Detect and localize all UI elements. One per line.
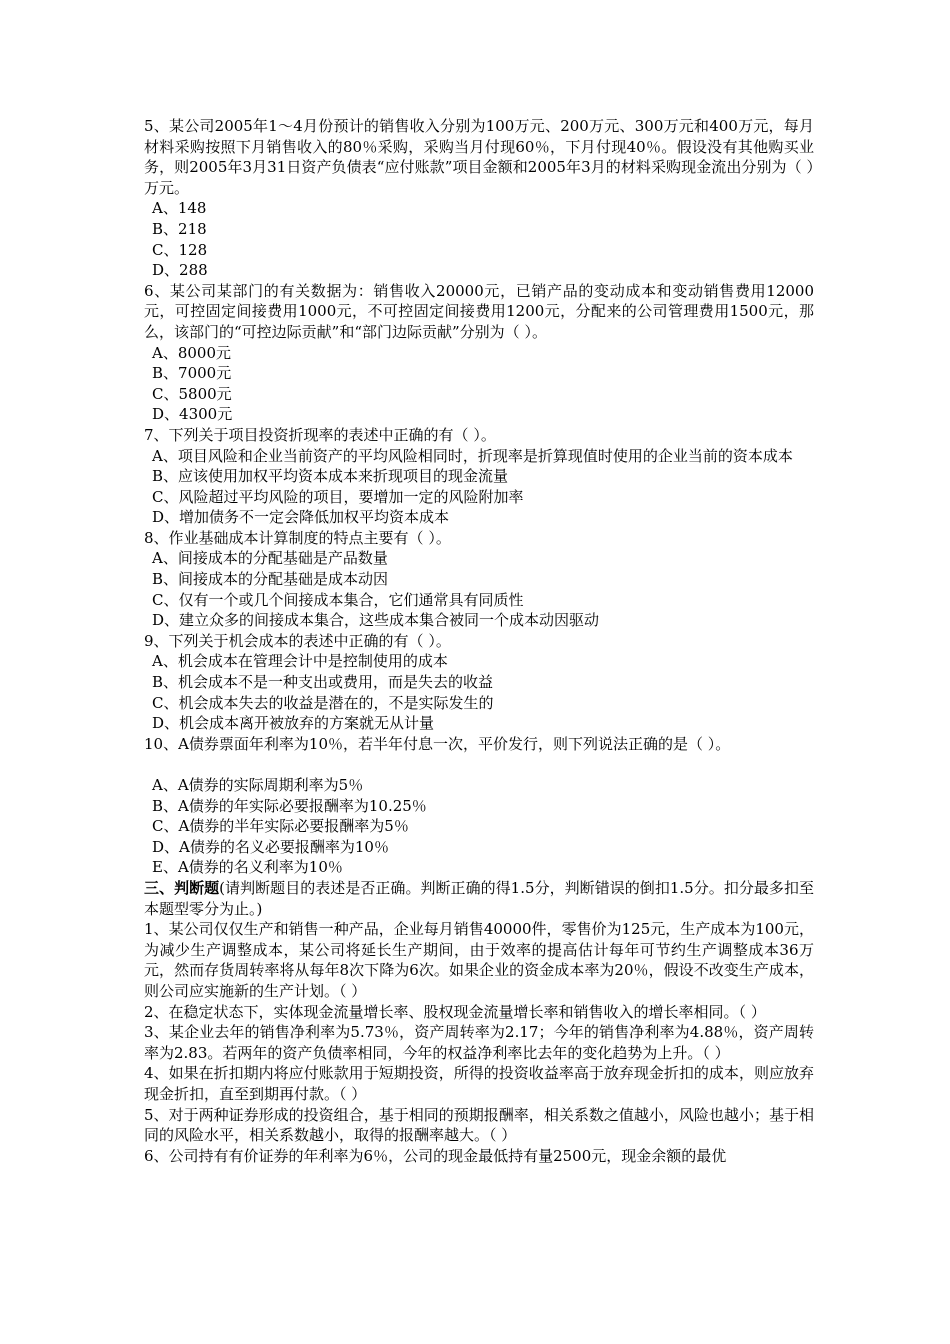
option-c: C、5800元 <box>152 384 232 403</box>
option-a: A、机会成本在管理会计中是控制使用的成本 <box>152 652 448 671</box>
option-d: D、A债券的名义必要报酬率为10％ <box>152 837 389 856</box>
judgment-item: 4、如果在折扣期内将应付账款用于短期投资，所得的投资收益率高于放弃现金折扣的成本，则应放弃现金折扣，直至到期再付款。（ ） <box>144 1064 814 1103</box>
option-d: D、288 <box>152 261 208 280</box>
option-b: B、218 <box>152 219 207 238</box>
question-stem: 5、某公司2005年1～4月份预计的销售收入分别为100万元、200万元、300万元和400万元，每月材料采购按照下月销售收入的80％采购，采购当月付现60％，下月付现40％。假设没有其他购买业务，则2005年3月31日资产负债表“应付账款”项目金额和2005年3月的材料采购现金流出分别为（ ）万元。 <box>144 117 814 197</box>
question-stem: 10、A债券票面年利率为10％，若半年付息一次，平价发行，则下列说法正确的是（ ）。 <box>144 734 731 753</box>
question-stem: 8、作业基础成本计算制度的特点主要有（ ）。 <box>144 528 451 547</box>
option-d: D、增加债务不一定会降低加权平均资本成本 <box>152 508 450 527</box>
option-a: A、A债券的实际周期利率为5％ <box>152 776 364 794</box>
option-a: A、8000元 <box>152 343 232 362</box>
judgment-item: 5、对于两种证券形成的投资组合，基于相同的预期报酬率，相关系数之值越小，风险也越小；基于相同的风险水平，相关系数越小，取得的报酬率越大。（ ） <box>144 1105 814 1145</box>
option-b: B、A债券的年实际必要报酬率为10.25％ <box>152 796 427 815</box>
option-d: D、4300元 <box>152 405 233 424</box>
question-stem: 7、下列关于项目投资折现率的表述中正确的有（ ）。 <box>144 425 496 444</box>
option-a: A、148 <box>152 199 207 218</box>
section-instruction: (请判断题目的表述是否正确。判断正确的得1.5分，判断错误的倒扣1.5分。扣分最多扣至本题型零分为止。) <box>144 878 814 918</box>
section-title: 三、判断题 <box>144 878 220 897</box>
option-c: C、仅有一个或几个间接成本集合，它们通常具有同质性 <box>152 590 524 609</box>
option-a: A、间接成本的分配基础是产品数量 <box>152 549 388 568</box>
option-c: C、风险超过平均风险的项目，要增加一定的风险附加率 <box>152 487 524 506</box>
option-d: D、机会成本离开被放弃的方案就无从计量 <box>152 714 435 733</box>
option-c: C、机会成本失去的收益是潜在的，不是实际发生的 <box>152 693 494 712</box>
document-content <box>144 116 814 1166</box>
option-b: B、机会成本不是一种支出或费用，而是失去的收益 <box>152 673 494 692</box>
question-stem: 9、下列关于机会成本的表述中正确的有（ ）。 <box>144 631 451 650</box>
blank-line <box>144 754 814 775</box>
option-d: D、建立众多的间接成本集合，这些成本集合被同一个成本动因驱动 <box>152 611 600 630</box>
option-b: B、7000元 <box>152 364 232 383</box>
option-e: E、A债券的名义利率为10％ <box>152 858 343 877</box>
judgment-item: 1、某公司仅仅生产和销售一种产品，企业每月销售40000件，零售价为125元，生产成本为100元，为减少生产调整成本，某公司将延长生产期间，由于效率的提高估计每年可节约生产调整成本36万元，然而存货周转率将从每年8次下降为6次。如果企业的资金成本率为20％，假设不改变生产成本，则公司应实施新的生产计划。（ ） <box>144 920 814 1000</box>
judgment-item: 6、公司持有有价证券的年利率为6％，公司的现金最低持有量2500元，现金余额的最优 <box>144 1146 727 1165</box>
option-b: B、间接成本的分配基础是成本动因 <box>152 570 389 589</box>
option-c: C、128 <box>152 240 208 259</box>
judgment-item: 2、在稳定状态下，实体现金流量增长率、股权现金流量增长率和销售收入的增长率相同。（ ） <box>144 1002 766 1021</box>
question-stem: 6、某公司某部门的有关数据为：销售收入20000元，已销产品的变动成本和变动销售费用12000元，可控固定间接费用1000元，不可控固定间接费用1200元，分配来的公司管理费用1500元，那么，该部门的“可控边际贡献”和“部门边际贡献”分别为（ ）。 <box>144 281 814 341</box>
option-a: A、项目风险和企业当前资产的平均风险相同时，折现率是折算现值时使用的企业当前的资本成本 <box>152 446 793 465</box>
judgment-item: 3、某企业去年的销售净利率为5.73％，资产周转率为2.17；今年的销售净利率为4.88％，资产周转率为2.83。若两年的资产负债率相同，今年的权益净利率比去年的变化趋势为上升。（ ） <box>144 1023 814 1062</box>
section-heading <box>144 878 814 919</box>
option-b: B、应该使用加权平均资本成本来折现项目的现金流量 <box>152 467 509 486</box>
option-c: C、A债券的半年实际必要报酬率为5％ <box>152 817 409 836</box>
